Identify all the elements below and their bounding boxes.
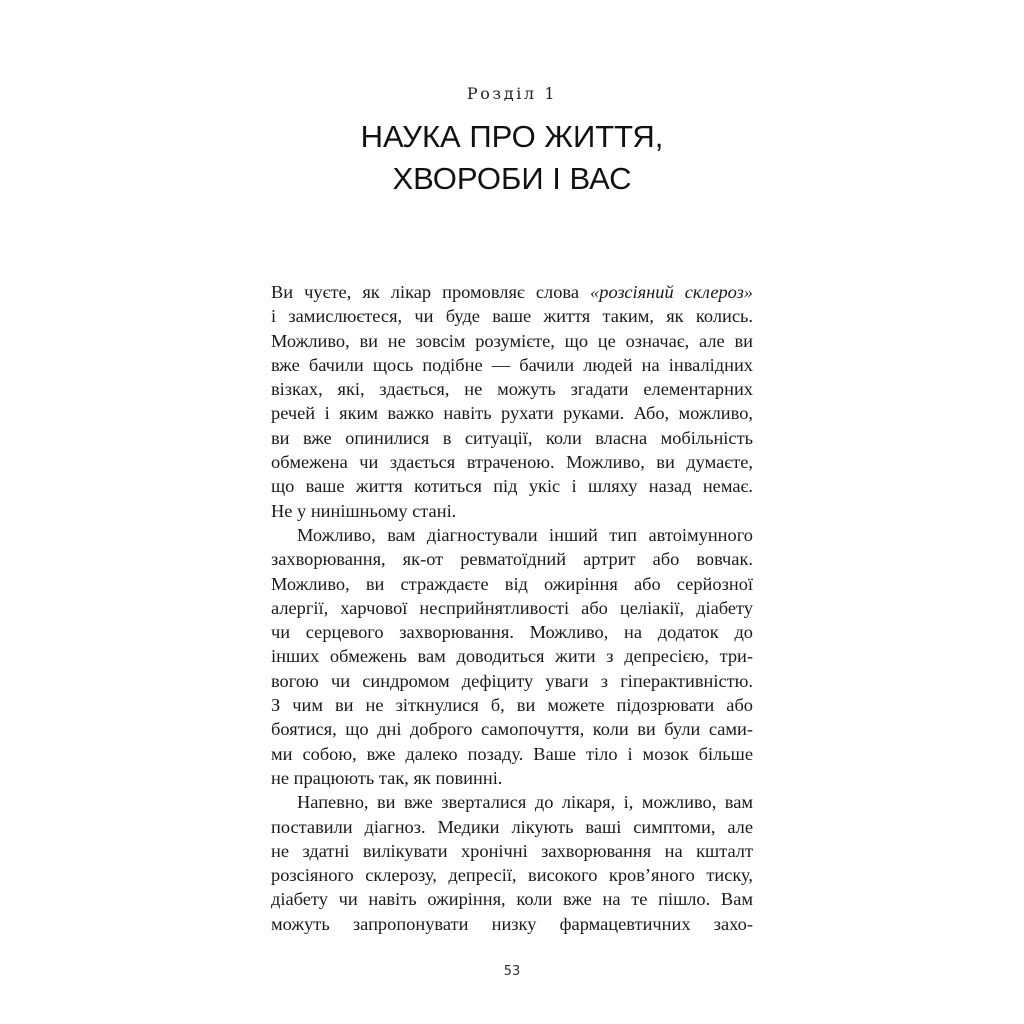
chapter-title-line: ХВОРОБИ І ВАС [392,161,632,196]
text-line: вогою чи синдромом дефіциту уваги з гіперактивністю. [271,670,753,691]
text-line: ви вже опинилися в ситуації, коли власна мобільність [271,427,753,448]
text-line: не працюють так, як повинні. [271,767,503,788]
text-line: Можливо, ви страждаєте від ожиріння або серйозної [271,573,753,594]
page-number: 53 [503,964,521,979]
body-text [271,280,753,936]
paragraph [271,790,753,936]
text-line: діабету чи навіть ожиріння, коли вже на те пішло. Вам [271,889,753,910]
text-line: Ви чуєте, як лікар промовляє слова «розсіяний склероз» [271,282,753,302]
text-line: Можливо, ви не зовсім розумієте, що це означає, але ви [271,330,753,351]
text-line: поставили діагноз. Медики лікують ваші симптоми, але [271,816,753,837]
text-line: обмежена чи здається втраченою. Можливо, ви думаєте, [271,452,753,473]
paragraph [271,523,753,790]
chapter-title [0,116,1024,200]
text-line: інших обмежень вам доводиться жити з депресією, три- [271,646,753,667]
text-line: не здатні вилікувати хронічні захворювання на кшталт [271,840,753,861]
text-line: речей і яким важко навіть рухати руками. Або, можливо, [271,403,753,424]
text-line: Не у нинішньому стані. [271,500,457,521]
text-line: чи серцевого захворювання. Можливо, на додаток до [271,622,753,643]
text-line: що ваше життя котиться під укіс і шляху назад немає. [271,476,753,497]
text-line: Напевно, ви вже зверталися до лікаря, і, можливо, вам [297,792,753,813]
chapter-title-line: НАУКА ПРО ЖИТТЯ, [360,119,664,154]
italic-term: «розсіяний склероз» [590,282,753,302]
text-line: і замислюєтеся, чи буде ваше життя таким, як колись. [271,306,753,327]
paragraph [271,280,753,523]
text-line: боятися, що дні доброго самопочуття, коли ви були сами- [271,719,753,740]
text-line: розсіяного склерозу, депресії, високого кров’яного тиску, [271,865,753,886]
text-line: вже бачили щось подібне — бачили людей на інвалідних [271,354,753,375]
text-line: З чим ви не зіткнулися б, ви можете підозрювати або [271,695,753,716]
chapter-label: Розділ 1 [466,84,558,103]
text-line: алергії, харчової несприйнятливості або целіакії, діабету [271,597,753,618]
text-line: ми собою, вже далеко позаду. Ваше тіло і мозок більше [271,743,753,764]
text-line: Можливо, вам діагностували інший тип автоімунного [297,524,753,545]
text-line: можуть запропонувати низку фармацевтичних захо- [271,913,753,934]
text-line: візках, які, здається, не можуть згадати елементарних [271,379,753,400]
text-line: захворювання, як-от ревматоїдний артрит або вовчак. [271,549,753,570]
